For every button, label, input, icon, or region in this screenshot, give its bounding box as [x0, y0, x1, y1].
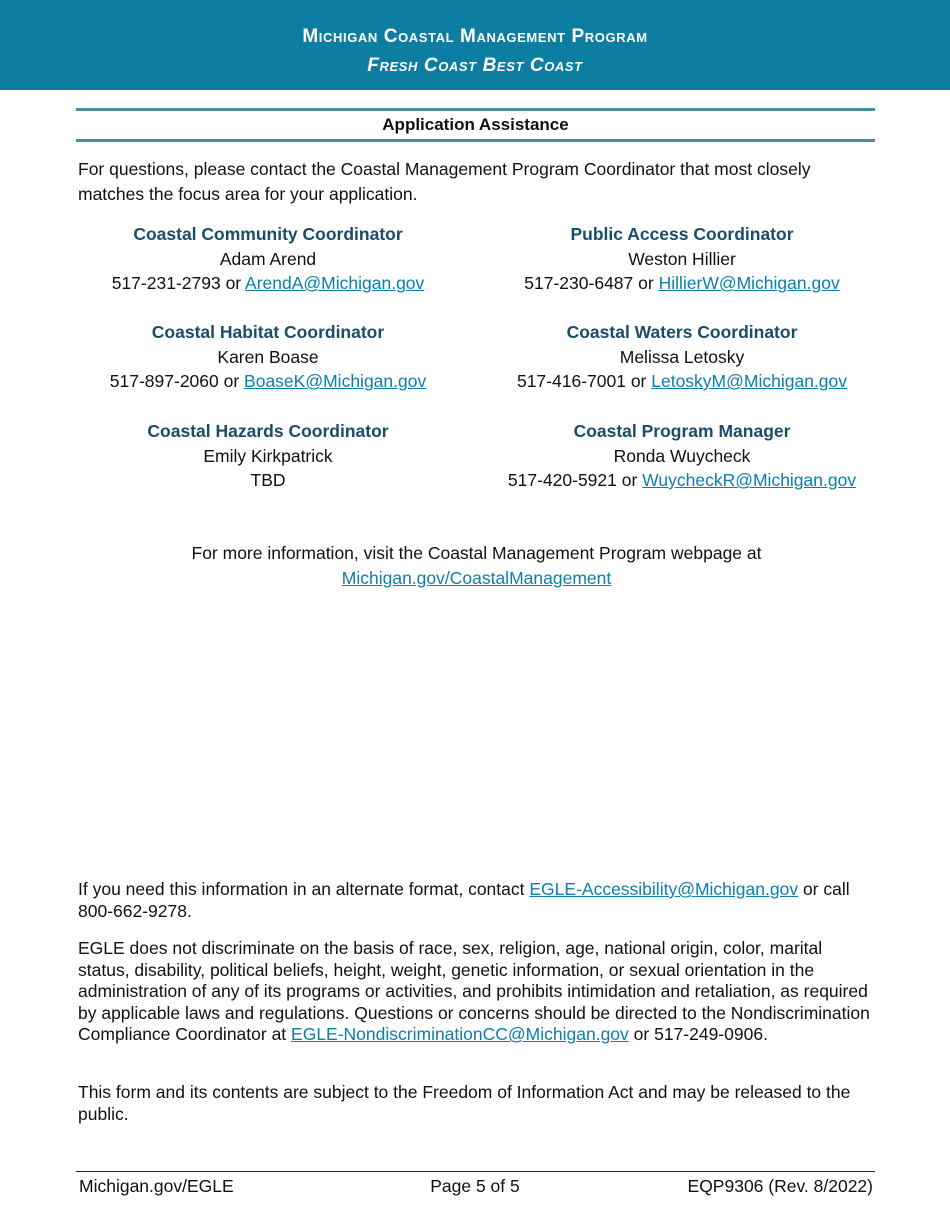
- coordinator-phone: 517-231-2793: [111, 273, 221, 293]
- coordinator-contact: [73, 271, 463, 296]
- coordinator-name: Karen Boase: [217, 346, 319, 367]
- coordinator-phone: 517-897-2060: [109, 371, 219, 391]
- foia-notice: This form and its contents are subject to the Freedom of Information Act and may be released to the public.: [78, 1082, 851, 1124]
- coordinator-email-link[interactable]: ArendA@Michigan.gov: [245, 273, 425, 293]
- coordinator-contact: [73, 369, 463, 394]
- coordinator-name: Ronda Wuycheck: [613, 445, 751, 466]
- coordinator-separator: or: [625, 371, 652, 391]
- coordinator-card-habitat: [73, 320, 463, 394]
- coastal-management-link[interactable]: Michigan.gov/CoastalManagement: [341, 567, 612, 588]
- nondiscrimination-paragraph: [78, 938, 875, 1046]
- coordinator-separator: or: [616, 470, 643, 490]
- coordinator-separator: or: [220, 273, 246, 293]
- coordinator-email-link[interactable]: BoaseK@Michigan.gov: [244, 371, 427, 391]
- coordinator-title: Coastal Community Coordinator: [133, 224, 403, 244]
- intro-paragraph: For questions, please contact the Coastal Management Program Coordinator that most closely matches the focus area for your application.: [78, 159, 811, 204]
- coordinator-title: Coastal Habitat Coordinator: [151, 322, 385, 342]
- coordinator-card-waters: [487, 320, 877, 394]
- accessibility-text: If you need this information in an alternate format, contact: [78, 879, 530, 899]
- section-title: Application Assistance: [76, 108, 875, 142]
- coordinator-name: Emily Kirkpatrick: [203, 445, 333, 466]
- coordinator-title: Public Access Coordinator: [570, 224, 794, 244]
- coordinator-card-manager: [487, 419, 877, 493]
- coordinator-card-hazards: [73, 419, 463, 493]
- coordinator-contact: [487, 271, 877, 296]
- coordinator-separator: or: [633, 273, 659, 293]
- coordinator-email-link[interactable]: WuycheckR@Michigan.gov: [642, 470, 857, 490]
- footer-form-number: EQP9306 (Rev. 8/2022): [687, 1176, 873, 1196]
- program-tagline: Fresh Coast Best Coast: [367, 55, 583, 76]
- coordinator-card-public-access: [487, 222, 877, 296]
- nondiscrimination-text: EGLE does not discriminate on the basis of race, sex, religion, age, national origin, color, marital status, disability, political beliefs, height, weight, genetic information, or sexual orientation in the administration of any of its programs or activities, and prohibits intimidation and retaliation, as required by applicable laws and regulations. Questions or concerns should be directed to the Nondiscrimination Compliance Coordinator at: [78, 938, 870, 1044]
- coordinator-title: Coastal Program Manager: [573, 421, 791, 441]
- coordinator-contact: [487, 468, 877, 493]
- more-info-block: [78, 541, 875, 590]
- coordinator-separator: or: [218, 371, 245, 391]
- coordinator-phone: 517-230-6487: [524, 273, 634, 293]
- coordinator-title: Coastal Hazards Coordinator: [147, 421, 389, 441]
- coordinator-email-link[interactable]: LetoskyM@Michigan.gov: [651, 371, 848, 391]
- coordinator-phone: 517-416-7001: [516, 371, 626, 391]
- accessibility-paragraph: [78, 879, 875, 922]
- header-banner: [0, 0, 950, 90]
- coordinator-name: Weston Hillier: [628, 248, 736, 269]
- program-title: Michigan Coastal Management Program: [302, 26, 648, 47]
- nondiscrimination-email-link[interactable]: EGLE-NondiscriminationCC@Michigan.gov: [291, 1024, 629, 1044]
- more-info-text: For more information, visit the Coastal Management Program webpage at: [191, 543, 762, 563]
- coordinator-email-link[interactable]: HillierW@Michigan.gov: [658, 273, 840, 293]
- coordinator-contact: [487, 369, 877, 394]
- coordinator-title: Coastal Waters Coordinator: [566, 322, 798, 342]
- coordinator-phone: TBD: [250, 470, 286, 490]
- accessibility-email-link[interactable]: EGLE-Accessibility@Michigan.gov: [529, 879, 799, 899]
- accessibility-phone-text: or call 800-662-9278.: [78, 879, 850, 921]
- coordinator-card-community: [73, 222, 463, 296]
- coordinator-name: Adam Arend: [219, 248, 317, 269]
- nondiscrimination-phone-text: or 517-249-0906.: [628, 1024, 768, 1044]
- footer-page-number: Page 5 of 5: [430, 1176, 520, 1196]
- coordinator-phone: 517-420-5921: [507, 470, 617, 490]
- coordinator-name: Melissa Letosky: [619, 346, 745, 367]
- footer-divider: [76, 1171, 875, 1172]
- footer-website: Michigan.gov/EGLE: [79, 1176, 234, 1196]
